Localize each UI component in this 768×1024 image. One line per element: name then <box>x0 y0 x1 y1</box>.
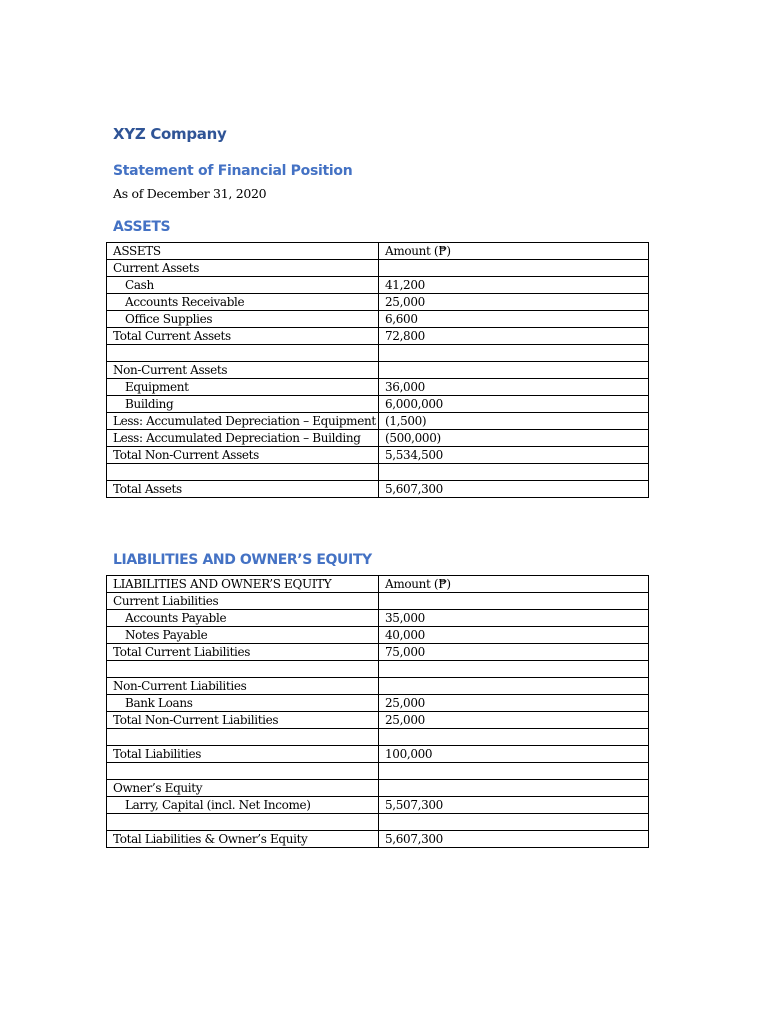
row-label: Total Current Liabilities <box>107 644 379 661</box>
row-amount: 5,534,500 <box>379 447 649 464</box>
table-row <box>107 396 649 413</box>
row-amount <box>379 464 649 481</box>
row-label: Total Liabilities & Owner’s Equity <box>107 831 379 848</box>
table-row <box>107 593 649 610</box>
statement-title: Statement of Financial Position <box>113 163 353 179</box>
row-amount <box>379 780 649 797</box>
row-amount <box>379 763 649 780</box>
row-label: Current Liabilities <box>107 593 379 610</box>
row-amount: (1,500) <box>379 413 649 430</box>
row-amount: 35,000 <box>379 610 649 627</box>
row-amount: 72,800 <box>379 328 649 345</box>
row-label <box>107 345 379 362</box>
row-amount: 36,000 <box>379 379 649 396</box>
row-amount: 25,000 <box>379 695 649 712</box>
row-label: Non-Current Liabilities <box>107 678 379 695</box>
table-row <box>107 294 649 311</box>
row-amount <box>379 729 649 746</box>
table-row <box>107 413 649 430</box>
table-row <box>107 678 649 695</box>
row-label: Current Assets <box>107 260 379 277</box>
row-label <box>107 661 379 678</box>
table-row-total <box>107 831 649 848</box>
table-row-blank <box>107 464 649 481</box>
row-amount: 25,000 <box>379 712 649 729</box>
assets-table <box>106 242 649 498</box>
table-row <box>107 644 649 661</box>
row-amount: 25,000 <box>379 294 649 311</box>
row-amount <box>379 362 649 379</box>
table-row <box>107 797 649 814</box>
liabilities-table <box>106 575 649 848</box>
table-row <box>107 447 649 464</box>
row-amount <box>379 661 649 678</box>
row-amount <box>379 260 649 277</box>
row-label <box>107 763 379 780</box>
table-row <box>107 746 649 763</box>
table-row-blank <box>107 814 649 831</box>
table-row-total <box>107 481 649 498</box>
row-label: Larry, Capital (incl. Net Income) <box>107 797 379 814</box>
row-label: Accounts Receivable <box>107 294 379 311</box>
row-amount: 5,507,300 <box>379 797 649 814</box>
table-header-label: LIABILITIES AND OWNER’S EQUITY <box>107 576 379 593</box>
row-amount: 5,607,300 <box>379 831 649 848</box>
row-label: Accounts Payable <box>107 610 379 627</box>
row-amount: 41,200 <box>379 277 649 294</box>
row-amount: 40,000 <box>379 627 649 644</box>
row-label: Building <box>107 396 379 413</box>
table-row-blank <box>107 763 649 780</box>
statement-date: As of December 31, 2020 <box>113 186 267 201</box>
table-header-label: ASSETS <box>107 243 379 260</box>
row-label <box>107 464 379 481</box>
row-amount: (500,000) <box>379 430 649 447</box>
row-label: Office Supplies <box>107 311 379 328</box>
row-amount <box>379 345 649 362</box>
row-label: Cash <box>107 277 379 294</box>
table-row <box>107 362 649 379</box>
table-row <box>107 610 649 627</box>
table-row <box>107 430 649 447</box>
row-label: Total Current Assets <box>107 328 379 345</box>
row-label: Owner’s Equity <box>107 780 379 797</box>
table-row <box>107 627 649 644</box>
table-row <box>107 311 649 328</box>
row-label: Total Non-Current Assets <box>107 447 379 464</box>
row-label <box>107 729 379 746</box>
row-label <box>107 814 379 831</box>
table-header-amount: Amount (₱) <box>379 576 649 593</box>
table-row-blank <box>107 661 649 678</box>
row-amount: 75,000 <box>379 644 649 661</box>
table-header-row <box>107 576 649 593</box>
row-amount <box>379 678 649 695</box>
table-row <box>107 379 649 396</box>
table-row-blank <box>107 345 649 362</box>
row-label: Notes Payable <box>107 627 379 644</box>
liabilities-heading: LIABILITIES AND OWNER’S EQUITY <box>113 552 372 568</box>
table-row <box>107 695 649 712</box>
row-amount <box>379 593 649 610</box>
assets-heading: ASSETS <box>113 219 171 235</box>
row-label: Bank Loans <box>107 695 379 712</box>
table-row <box>107 780 649 797</box>
row-label: Total Assets <box>107 481 379 498</box>
row-amount: 6,000,000 <box>379 396 649 413</box>
row-label: Equipment <box>107 379 379 396</box>
row-amount <box>379 814 649 831</box>
row-amount: 6,600 <box>379 311 649 328</box>
table-header-amount: Amount (₱) <box>379 243 649 260</box>
row-label: Less: Accumulated Depreciation – Building <box>107 430 379 447</box>
row-label: Non-Current Assets <box>107 362 379 379</box>
row-label: Total Liabilities <box>107 746 379 763</box>
row-label: Total Non-Current Liabilities <box>107 712 379 729</box>
table-row <box>107 328 649 345</box>
table-row <box>107 277 649 294</box>
table-row <box>107 712 649 729</box>
table-header-row <box>107 243 649 260</box>
row-amount: 5,607,300 <box>379 481 649 498</box>
row-label: Less: Accumulated Depreciation – Equipment <box>107 413 379 430</box>
company-name: XYZ Company <box>113 125 227 143</box>
row-amount: 100,000 <box>379 746 649 763</box>
table-row <box>107 260 649 277</box>
table-row-blank <box>107 729 649 746</box>
